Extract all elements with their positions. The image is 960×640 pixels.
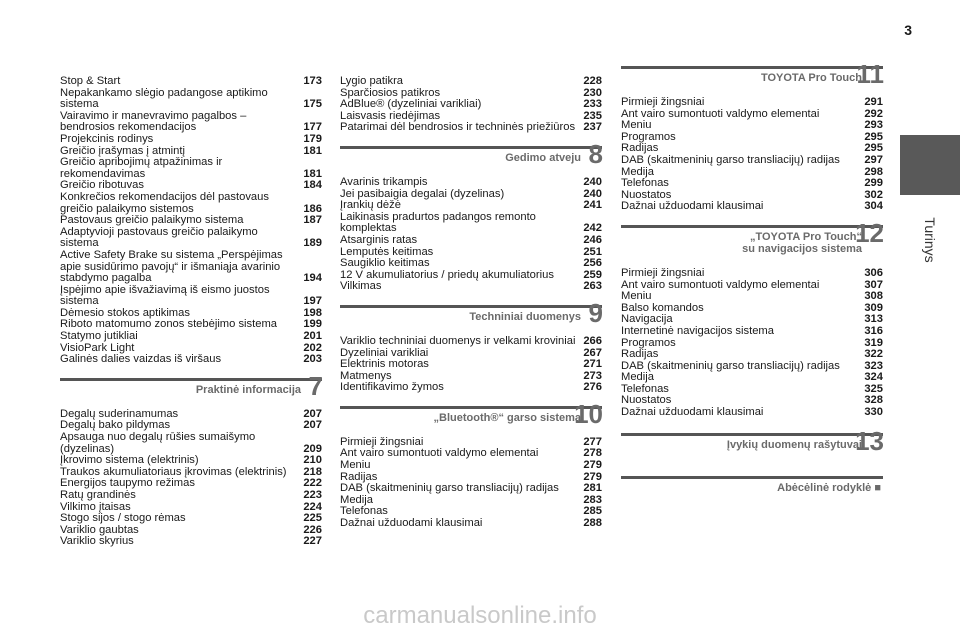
toc-entry-page: 246 <box>583 233 602 246</box>
toc-entry[interactable] <box>621 326 883 338</box>
toc-entry[interactable] <box>621 178 883 190</box>
toc-entry-title: Nuostatos <box>621 188 672 201</box>
section-header-9: Techniniai duomenys 9 <box>340 299 602 336</box>
toc-entry-title: Telefonas <box>621 177 669 190</box>
toc-entry-page: 322 <box>864 348 883 361</box>
toc-entry-title: Galinės dalies vaizdas iš viršaus <box>60 353 222 366</box>
toc-entry-page: 308 <box>864 290 883 303</box>
toc-entry[interactable] <box>621 361 883 373</box>
toc-entry[interactable] <box>60 250 322 285</box>
toc-entry[interactable] <box>340 382 602 394</box>
toc-entry-page: 240 <box>583 175 602 188</box>
toc-entry-page: 251 <box>583 245 602 258</box>
toc-entry-title: Pirmieji žingsniai <box>621 96 705 108</box>
toc-entry-page: 271 <box>583 358 602 371</box>
toc-entry[interactable] <box>621 201 883 213</box>
toc-entry-title: Vairavimo ir manevravimo pagalbos – bendrosios rekomendacijos <box>60 109 247 134</box>
toc-entry-page: 307 <box>864 278 883 291</box>
toc-entry-title: Medija <box>621 371 654 384</box>
toc-entry[interactable] <box>621 268 883 280</box>
toc-entry-title: Identifikavimo žymos <box>340 381 444 394</box>
toc-entry-title: Laisvasis riedėjimas <box>340 109 441 122</box>
toc-entry-title: Variklio skyrius <box>60 535 134 548</box>
toc-entry-title: Balso komandos <box>621 301 704 314</box>
toc-entry[interactable] <box>621 132 883 144</box>
page-number: 3 <box>904 22 912 38</box>
toc-entry-page: 173 <box>303 75 322 87</box>
toc-entry-page: 279 <box>583 459 602 472</box>
toc-entry-title: DAB (skaitmeninių garso transliacijų) radijas <box>621 153 840 166</box>
toc-entry-title: Statymo jutikliai <box>60 330 138 343</box>
toc-entry-title: Saugiklio keitimas <box>340 257 430 270</box>
toc-entry-title: Projekcinis rodinys <box>60 132 154 145</box>
toc-entry-page: 256 <box>583 257 602 270</box>
toc-entry[interactable] <box>621 407 883 419</box>
toc-entry[interactable] <box>60 88 322 111</box>
toc-entry-page: 298 <box>864 165 883 178</box>
toc-entry-page: 189 <box>303 237 322 250</box>
toc-entry[interactable] <box>340 200 602 212</box>
toc-entry-page: 266 <box>583 334 602 347</box>
toc-entry-title: Telefonas <box>621 382 669 395</box>
toc-entry-page: 295 <box>864 130 883 143</box>
section-header-7: Praktinė informacija 7 <box>60 372 322 409</box>
toc-entry-page: 293 <box>864 119 883 132</box>
toc-entry-page: 316 <box>864 324 883 337</box>
toc-entry-title: Meniu <box>340 459 371 472</box>
toc-entry-page: 319 <box>864 336 883 349</box>
toc-entry[interactable] <box>60 134 322 146</box>
toc-entry[interactable] <box>60 76 322 88</box>
toc-entry-page: 279 <box>583 470 602 483</box>
toc-entry-title: VisioPark Light <box>60 341 135 354</box>
toc-entry-title: Greičio apribojimų atpažinimas ir rekomendavimas <box>60 156 223 180</box>
toc-entry-title: Adaptyvioji pastovaus greičio palaikymo sistema <box>60 225 258 250</box>
toc-entry-title: Matmenys <box>340 369 392 382</box>
toc-entry-title: Programos <box>621 336 676 349</box>
toc-entry[interactable] <box>60 354 322 366</box>
index-link[interactable]: Abėcėlinė rodyklė ■ <box>621 470 883 494</box>
toc-entry-title: Ant vairo sumontuoti valdymo elementai <box>340 447 539 460</box>
toc-entry[interactable] <box>340 76 602 88</box>
toc-column-3 <box>621 60 883 494</box>
toc-entry-page: 263 <box>583 280 602 293</box>
toc-entry-page: 227 <box>303 535 322 548</box>
toc-entry-title: Riboto matomumo zonos stebėjimo sistema <box>60 318 278 331</box>
toc-entry-title: Laikinasis pradurtos padangos remonto komplektas <box>340 210 536 235</box>
toc-entry-page: 323 <box>864 359 883 372</box>
toc-entry-title: Medija <box>621 165 654 178</box>
toc-entry-page: 241 <box>583 199 602 212</box>
toc-entry-page: 207 <box>303 407 322 420</box>
toc-entry-page: 187 <box>303 214 322 227</box>
toc-entry-title: Variklio techniniai duomenys ir velkami kroviniai <box>340 334 576 347</box>
toc-entry-page: 325 <box>864 382 883 395</box>
toc-entry-title: Degalų suderinamumas <box>60 407 179 420</box>
toc-entry[interactable] <box>340 460 602 472</box>
toc-entry-title: Variklio gaubtas <box>60 523 139 536</box>
toc-entry[interactable] <box>60 192 322 215</box>
side-label: Turinys <box>922 217 938 263</box>
toc-entry-page: 313 <box>864 313 883 326</box>
section-header-8: Gedimo atveju 8 <box>340 140 602 177</box>
toc-entry-title: Pirmieji žingsniai <box>621 266 705 279</box>
toc-entry-title: Sparčiosios patikros <box>340 86 441 99</box>
toc-entry-page: 181 <box>303 167 322 180</box>
toc-entry-page: 177 <box>303 121 322 134</box>
toc-entry-page: 233 <box>583 98 602 111</box>
toc-entry-title: Stop & Start <box>60 75 121 87</box>
toc-entry-title: Pastovaus greičio palaikymo sistema <box>60 214 244 227</box>
toc-entry[interactable] <box>340 122 602 134</box>
toc-entry-page: 181 <box>303 144 322 157</box>
toc-entry-title: Vilkimas <box>340 280 382 293</box>
toc-entry-title: Active Safety Brake su sistema „Perspėjimas apie susidūrimo pavojų“ ir išmaniąja avarinio stabdymo pagalba <box>60 248 283 285</box>
toc-entry-title: AdBlue® (dyzeliniai varikliai) <box>340 98 482 111</box>
toc-entry-title: Avarinis trikampis <box>340 175 428 188</box>
toc-entry-page: 209 <box>303 442 322 455</box>
toc-entry-title: Ant vairo sumontuoti valdymo elementai <box>621 278 820 291</box>
toc-entry-page: 197 <box>303 295 322 308</box>
toc-entry-page: 277 <box>583 435 602 448</box>
toc-entry-page: 267 <box>583 346 602 359</box>
toc-entry-title: Lemputės keitimas <box>340 245 434 258</box>
toc-entry-title: Dažnai užduodami klausimai <box>340 517 483 530</box>
toc-entry[interactable] <box>60 432 322 455</box>
toc-entry-page: 292 <box>864 107 883 120</box>
toc-entry-page: 306 <box>864 266 883 279</box>
toc-entry-page: 225 <box>303 512 322 525</box>
toc-entry-title: Dažnai užduodami klausimai <box>621 406 764 419</box>
toc-entry[interactable] <box>60 536 322 548</box>
toc-entry-title: Dyzeliniai varikliai <box>340 346 429 359</box>
toc-entry-title: Radijas <box>621 348 659 361</box>
toc-entry-page: 291 <box>864 96 883 108</box>
toc-entry-page: 226 <box>303 523 322 536</box>
toc-entry-page: 328 <box>864 394 883 407</box>
toc-entry-page: 218 <box>303 465 322 478</box>
toc-entry[interactable] <box>60 490 322 502</box>
toc-entry-page: 228 <box>583 75 602 87</box>
toc-entry-title: Stogo sijos / stogo rėmas <box>60 512 186 525</box>
toc-entry-page: 304 <box>864 200 883 213</box>
toc-entry[interactable] <box>621 109 883 121</box>
toc-entry[interactable] <box>60 285 322 308</box>
toc-entry[interactable] <box>60 215 322 227</box>
toc-entry-title: Internetinė navigacijos sistema <box>621 324 774 337</box>
toc-entry-title: 12 V akumuliatorius / priedų akumuliatorius <box>340 268 554 281</box>
toc-entry-page: 299 <box>864 177 883 190</box>
toc-entry[interactable] <box>621 349 883 361</box>
toc-entry-page: 201 <box>303 330 322 343</box>
toc-entry[interactable] <box>340 483 602 495</box>
toc-entry-title: Nepakankamo slėgio padangose aptikimo sistema <box>60 86 268 111</box>
toc-entry[interactable] <box>621 291 883 303</box>
toc-entry-page: 222 <box>303 477 322 490</box>
toc-entry[interactable] <box>60 331 322 343</box>
toc-entry-title: Ant vairo sumontuoti valdymo elementai <box>621 107 820 120</box>
toc-list <box>340 177 602 293</box>
toc-entry[interactable] <box>60 227 322 250</box>
chapter-tab <box>900 135 960 195</box>
toc-entry-page: 297 <box>864 153 883 166</box>
toc-entry-title: Meniu <box>621 290 652 303</box>
toc-entry-title: DAB (skaitmeninių garso transliacijų) radijas <box>621 359 840 372</box>
section-header-12: „TOYOTA Pro Touch“ su navigacijos sistema 12 <box>621 219 883 268</box>
toc-entry[interactable] <box>340 281 602 293</box>
toc-entry-title: Energijos taupymo režimas <box>60 477 195 490</box>
toc-entry-page: 224 <box>303 500 322 513</box>
toc-entry-title: Vilkimo įtaisas <box>60 500 131 513</box>
toc-entry-page: 202 <box>303 341 322 354</box>
toc-column-2 <box>340 76 602 530</box>
toc-entry-page: 223 <box>303 489 322 501</box>
toc-entry-title: Atsarginis ratas <box>340 233 418 246</box>
watermark: carmanualsonline.info <box>363 602 597 629</box>
toc-entry-title: Elektrinis motoras <box>340 358 429 371</box>
section-header-11: TOYOTA Pro Touch 11 <box>621 60 883 97</box>
toc-entry-page: 242 <box>583 222 602 235</box>
toc-entry[interactable] <box>621 280 883 292</box>
toc-entry[interactable] <box>621 155 883 167</box>
toc-entry-page: 273 <box>583 369 602 382</box>
toc-list <box>60 409 322 548</box>
toc-entry[interactable] <box>340 518 602 530</box>
toc-list <box>340 76 602 134</box>
toc-entry-title: Pirmieji žingsniai <box>340 435 424 448</box>
toc-list <box>621 97 883 213</box>
section-header-13[interactable]: Įvykių duomenų rašytuvai 13 <box>621 427 883 464</box>
toc-entry[interactable] <box>340 359 602 371</box>
toc-entry-title: Dėmesio stokos aptikimas <box>60 306 190 319</box>
toc-entry-title: Konkrečios rekomendacijos dėl pastovaus greičio palaikymo sistemos <box>60 190 269 215</box>
toc-entry[interactable] <box>340 235 602 247</box>
toc-entry-title: Telefonas <box>340 505 388 518</box>
toc-entry[interactable] <box>60 111 322 134</box>
toc-entry-title: Įspėjimo apie išvažiavimą iš eismo juostos sistema <box>60 283 270 308</box>
toc-entry-page: 281 <box>583 482 602 495</box>
toc-entry[interactable] <box>60 157 322 180</box>
toc-entry[interactable] <box>621 97 883 109</box>
toc-entry-title: Meniu <box>621 119 652 132</box>
toc-entry-page: 240 <box>583 187 602 200</box>
toc-entry-title: Radijas <box>621 142 659 155</box>
toc-entry-page: 207 <box>303 419 322 432</box>
toc-entry-title: Greičio ribotuvas <box>60 179 144 192</box>
toc-entry-page: 230 <box>583 86 602 99</box>
toc-entry-page: 259 <box>583 268 602 281</box>
toc-entry-title: Lygio patikra <box>340 75 404 87</box>
toc-list <box>340 437 602 530</box>
toc-entry-page: 309 <box>864 301 883 314</box>
section-header-10: „Bluetooth®“ garso sistema 10 <box>340 400 602 437</box>
toc-entry-page: 283 <box>583 493 602 506</box>
toc-entry[interactable] <box>340 448 602 460</box>
toc-entry-page: 175 <box>303 98 322 111</box>
toc-entry-page: 285 <box>583 505 602 518</box>
toc-entry-title: Nuostatos <box>621 394 672 407</box>
toc-entry-title: Navigacija <box>621 313 673 326</box>
toc-entry[interactable] <box>621 338 883 350</box>
toc-entry-page: 210 <box>303 454 322 467</box>
toc-entry-page: 278 <box>583 447 602 460</box>
toc-entry-page: 199 <box>303 318 322 331</box>
toc-entry-page: 237 <box>583 121 602 134</box>
toc-entry-page: 324 <box>864 371 883 384</box>
toc-entry-title: DAB (skaitmeninių garso transliacijų) radijas <box>340 482 559 495</box>
toc-entry-title: Degalų bako pildymas <box>60 419 171 432</box>
toc-entry-page: 288 <box>583 517 602 530</box>
toc-entry-page: 302 <box>864 188 883 201</box>
toc-entry-page: 295 <box>864 142 883 155</box>
toc-entry-title: Radijas <box>340 470 378 483</box>
toc-list <box>60 76 322 366</box>
toc-entry-title: Jei pasibaigia degalai (dyzelinas) <box>340 187 505 200</box>
toc-entry-title: Apsauga nuo degalų rūšies sumaišymo (dyzelinas) <box>60 431 256 455</box>
toc-entry-page: 186 <box>303 202 322 215</box>
toc-entry-page: 184 <box>303 179 322 192</box>
toc-column-1 <box>60 76 322 548</box>
toc-entry-page: 330 <box>864 406 883 419</box>
toc-entry-page: 194 <box>303 272 322 285</box>
toc-entry-title: Dažnai užduodami klausimai <box>621 200 764 213</box>
toc-entry[interactable] <box>340 212 602 235</box>
toc-list <box>340 336 602 394</box>
toc-entry-title: Greičio įrašymas į atmintį <box>60 144 185 157</box>
toc-entry[interactable] <box>340 177 602 189</box>
toc-entry-title: Medija <box>340 493 373 506</box>
toc-entry-title: Patarimai dėl bendrosios ir techninės priežiūros <box>340 121 576 134</box>
toc-entry[interactable] <box>340 258 602 270</box>
toc-entry-title: Programos <box>621 130 676 143</box>
toc-entry-title: Įrankių dėžė <box>340 199 401 212</box>
toc-entry-page: 198 <box>303 306 322 319</box>
toc-entry-page: 235 <box>583 109 602 122</box>
toc-list <box>621 268 883 419</box>
toc-entry-page: 203 <box>303 353 322 366</box>
toc-entry-title: Traukos akumuliatoriaus įkrovimas (elektrinis) <box>60 465 287 478</box>
toc-entry[interactable] <box>340 336 602 348</box>
toc-entry-title: Ratų grandinės <box>60 489 136 501</box>
toc-entry-page: 276 <box>583 381 602 394</box>
toc-entry-page: 179 <box>303 132 322 145</box>
toc-entry-title: Įkrovimo sistema (elektrinis) <box>60 454 199 467</box>
